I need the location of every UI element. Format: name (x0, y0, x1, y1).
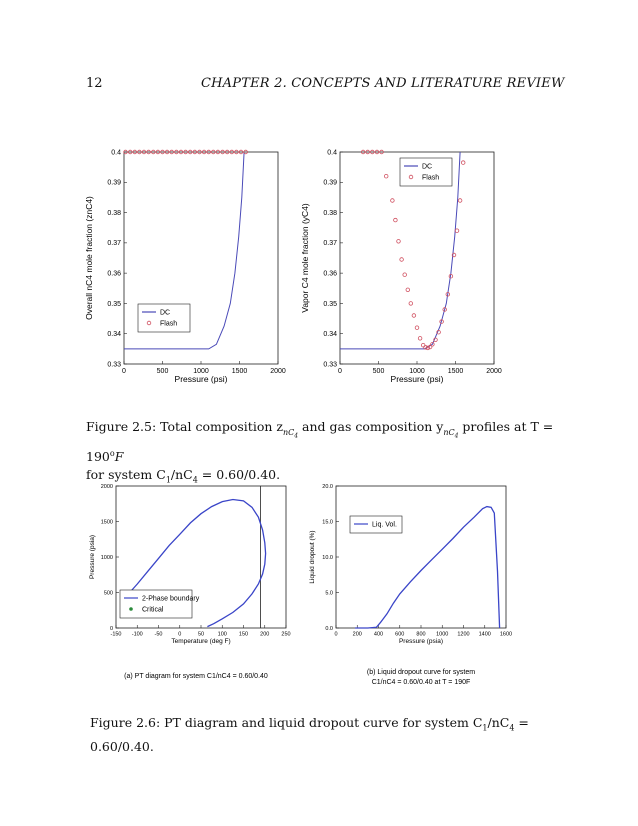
flash-marker (384, 174, 388, 178)
x-tick-label: 1200 (457, 631, 470, 638)
legend-label: DC (422, 163, 433, 171)
y-tick-label: 0.38 (323, 209, 337, 217)
x-tick-label: -50 (154, 631, 163, 638)
x-tick-label: 1500 (231, 368, 248, 375)
y-tick-label: 0.34 (323, 331, 337, 339)
x-tick-label: 0 (338, 368, 342, 375)
caption-sub: 1 (482, 723, 488, 733)
y-tick-label: 0.39 (107, 179, 121, 187)
flash-marker (415, 326, 419, 330)
chart-liquid-dropout (306, 478, 516, 700)
legend-label: Flash (160, 320, 178, 328)
y-axis-label: Vapor C4 mole fraction (yC4) (300, 203, 310, 313)
x-tick-label: 200 (352, 631, 362, 638)
x-tick-label: 2000 (270, 368, 286, 375)
flash-marker (409, 302, 413, 306)
flash-marker (455, 229, 459, 233)
chart-vapor-composition (296, 140, 506, 400)
caption-sub: 4 (509, 723, 515, 733)
figure-2-6-caption (90, 714, 560, 756)
flash-marker (397, 240, 401, 244)
y-tick-label: 15.0 (322, 519, 333, 526)
caption-sub: nC (443, 427, 455, 437)
x-tick-label: 0 (122, 368, 126, 375)
chart-title: (a) PT diagram for system C1/nC4 = 0.60/0.40 (124, 673, 268, 680)
y-tick-label: 0 (109, 625, 113, 632)
page-number: 12 (86, 76, 103, 91)
y-tick-label: 1500 (100, 519, 113, 526)
caption-text: profiles at T = 190 (86, 419, 554, 465)
caption-text: = 0.60/0.40. (197, 467, 281, 483)
flash-marker (406, 288, 410, 292)
x-axis-label: Temperature (deg F) (171, 638, 231, 645)
caption-text: = 0.60/0.40. (90, 715, 529, 754)
y-tick-label: 0.33 (323, 361, 337, 369)
caption-sub: nC (282, 427, 295, 437)
y-tick-label: 0.34 (107, 331, 121, 339)
caption-sub: 4 (192, 475, 198, 485)
flash-marker (412, 314, 416, 318)
caption-sup: o (109, 449, 115, 459)
y-tick-label: 20.0 (322, 483, 333, 490)
legend-label: Flash (422, 174, 440, 182)
flash-marker (421, 343, 425, 347)
legend-box (120, 590, 192, 618)
x-tick-label: 1500 (447, 368, 464, 375)
x-axis-label: Pressure (psi) (390, 374, 444, 384)
x-tick-label: 250 (281, 631, 291, 638)
legend-box (400, 158, 452, 186)
x-tick-label: 500 (156, 368, 169, 375)
y-tick-label: 0.35 (323, 300, 337, 308)
y-tick-label: 2000 (100, 483, 113, 490)
y-axis-label: Overall nC4 mole fraction (znC4) (84, 196, 94, 320)
y-tick-label: 0.0 (325, 625, 333, 632)
x-tick-label: 150 (238, 631, 249, 638)
x-tick-label: 1000 (193, 368, 209, 375)
y-tick-label: 0.36 (107, 270, 121, 278)
caption-text: /nC (170, 467, 193, 483)
y-tick-label: 0.4 (327, 149, 337, 157)
x-tick-label: 1400 (478, 631, 491, 638)
x-tick-label: 0 (178, 631, 182, 638)
running-header: CHAPTER 2. CONCEPTS AND LITERATURE REVIEW (201, 76, 565, 91)
x-tick-label: 1000 (436, 631, 449, 638)
legend-box (138, 304, 190, 332)
chart-overall-composition (80, 140, 290, 400)
y-tick-label: 5.0 (325, 590, 333, 597)
x-tick-label: 0 (334, 631, 338, 638)
y-tick-label: 0.33 (107, 361, 121, 369)
y-tick-label: 10.0 (322, 554, 333, 561)
caption-text: Figure 2.5: Total composition z (86, 419, 283, 434)
flash-marker (391, 199, 395, 203)
x-tick-label: 50 (197, 631, 205, 638)
y-tick-label: 0.37 (107, 240, 121, 248)
y-axis-label: Pressure (psia) (89, 534, 96, 580)
x-axis-label: Pressure (psi) (174, 374, 228, 384)
flash-marker (394, 218, 398, 222)
caption-text: F (114, 449, 124, 465)
x-tick-label: 100 (217, 631, 227, 638)
flash-marker (403, 273, 407, 277)
x-tick-label: 500 (372, 368, 385, 375)
caption-text: and gas composition y (298, 419, 444, 434)
caption-sub: 1 (165, 475, 171, 485)
chart-title: C1/nC4 = 0.60/0.40 at T = 190F (371, 679, 471, 686)
x-tick-label: -150 (110, 631, 122, 638)
caption-text: for system C (86, 467, 166, 483)
x-tick-label: 1000 (409, 368, 425, 375)
caption-sub: 4 (294, 432, 299, 440)
legend-label: Liq. Vol. (372, 521, 397, 529)
y-tick-label: 500 (103, 590, 113, 597)
x-tick-label: 800 (416, 631, 426, 638)
x-tick-label: -100 (131, 631, 143, 638)
x-tick-label: 1600 (499, 631, 513, 638)
y-tick-label: 0.37 (323, 240, 337, 248)
plot-frame (336, 486, 506, 628)
flash-marker (400, 258, 404, 262)
flash-marker (418, 337, 422, 341)
legend-label: DC (160, 309, 171, 317)
caption-text: /nC (487, 715, 510, 730)
flash-marker (458, 199, 462, 203)
y-tick-label: 1000 (100, 554, 113, 561)
legend-label: 2-Phase boundary (142, 595, 200, 603)
chart-pt-diagram (86, 475, 296, 700)
y-tick-label: 0.4 (111, 149, 121, 157)
y-tick-label: 0.39 (323, 179, 337, 187)
x-axis-label: Pressure (psia) (398, 638, 444, 645)
x-tick-label: 400 (373, 631, 384, 638)
y-axis-label: Liquid dropout (%) (309, 530, 316, 584)
legend-label: Critical (142, 606, 164, 614)
chart-title: (b) Liquid dropout curve for system (366, 669, 476, 676)
legend-swatch (129, 607, 133, 611)
caption-sub: 4 (454, 432, 459, 440)
x-tick-label: 2000 (486, 368, 502, 375)
flash-marker (461, 161, 465, 165)
y-tick-label: 0.38 (107, 209, 121, 217)
x-tick-label: 600 (395, 631, 405, 638)
y-tick-label: 0.36 (323, 270, 337, 278)
caption-text: Figure 2.6: PT diagram and liquid dropout curve for system C (90, 715, 483, 730)
y-tick-label: 0.35 (107, 300, 121, 308)
x-tick-label: 200 (260, 631, 270, 638)
